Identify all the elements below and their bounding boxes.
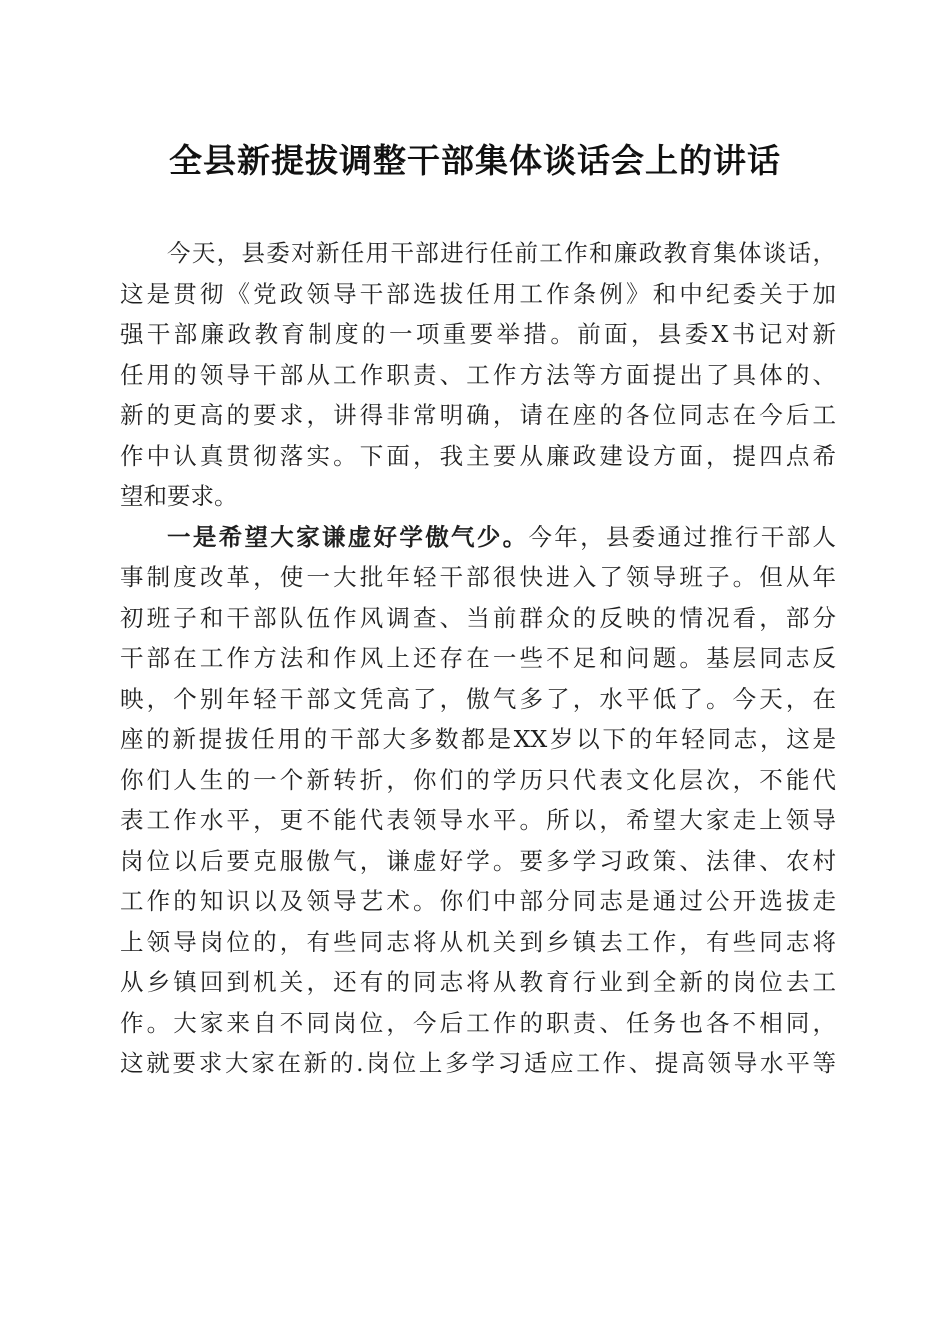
text-line: 映，个别年轻干部文凭高了，傲气多了，水平低了。今天，在 <box>120 684 836 713</box>
text-line: 新的更高的要求，讲得非常明确，请在座的各位同志在今后工 <box>120 401 836 429</box>
text-line: 从乡镇回到机关，还有的同志将从教育行业到全新的岗位去工 <box>120 968 836 996</box>
text-line: 今天，县委对新任用干部进行任前工作和廉政教育集体谈话， <box>167 239 836 267</box>
text-line: 作中认真贯彻落实。下面，我主要从廉政建设方面，提四点希 <box>120 441 836 470</box>
text-line: 这就要求大家在新的.岗位上多学习适应工作、提高领导水平等 <box>120 1049 836 1077</box>
document-title: 全县新提拔调整干部集体谈话会上的讲话 <box>169 141 781 180</box>
text-line: 这是贯彻《党政领导干部选拔任用工作条例》和中纪委关于加 <box>120 279 836 308</box>
text-line: 望和要求。 <box>120 482 238 510</box>
text-line: 岗位以后要克服傲气，谦虚好学。要多学习政策、法律、农村 <box>120 846 836 875</box>
text-line: 工作的知识以及领导艺术。你们中部分同志是通过公开选拔走 <box>120 887 836 915</box>
text-line: 表工作水平，更不能代表领导水平。所以，希望大家走上领导 <box>120 806 836 834</box>
text-line: 强干部廉政教育制度的一项重要举措。前面，县委X书记对新 <box>120 320 836 348</box>
text-line: 干部在工作方法和作风上还存在一些不足和问题。基层同志反 <box>120 644 836 672</box>
document-body <box>120 233 836 1084</box>
text-line: 座的新提拔任用的干部大多数都是XX岁以下的年轻同志，这是 <box>120 725 836 753</box>
text-line: 作。大家来自不同岗位，今后工作的职责、任务也各不相同， <box>120 1008 836 1037</box>
text-line: 上领导岗位的，有些同志将从机关到乡镇去工作，有些同志将 <box>120 927 836 956</box>
text-line: 初班子和干部队伍作风调查、当前群众的反映的情况看，部分 <box>120 603 836 632</box>
paragraph-lead-line <box>120 517 836 558</box>
text-line: 你们人生的一个新转折，你们的学历只代表文化层次，不能代 <box>120 765 836 794</box>
paragraph-lead: 一是希望大家谦虚好学傲气少。 <box>167 522 529 551</box>
paragraph-lead-rest: 今年，县委通过推行干部人 <box>528 522 837 551</box>
text-line: 任用的领导干部从工作职责、工作方法等方面提出了具体的、 <box>120 360 836 389</box>
text-line: 事制度改革，使一大批年轻干部很快进入了领导班子。但从年 <box>120 563 836 591</box>
